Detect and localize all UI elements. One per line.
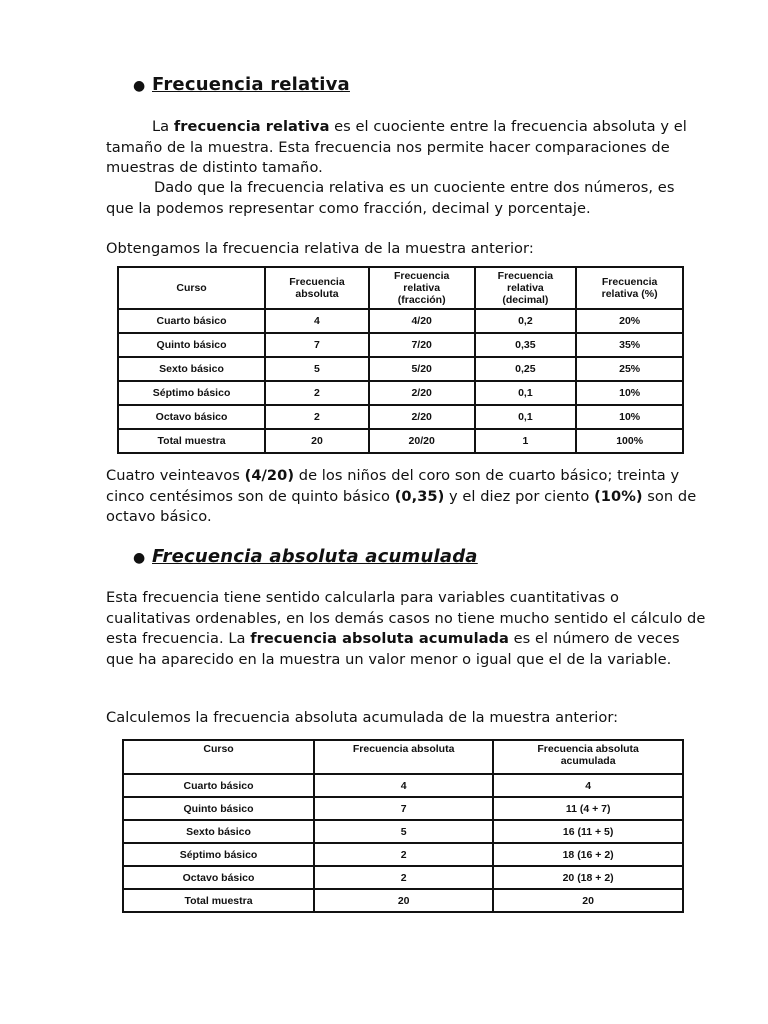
table-cell: 2 bbox=[265, 405, 369, 429]
table-cell: 20 (18 + 2) bbox=[493, 866, 683, 889]
table-cell: 2 bbox=[314, 843, 493, 866]
table-cell: 1 bbox=[475, 429, 577, 453]
paragraph-intro-table1: Obtengamos la frecuencia relativa de la muestra anterior: bbox=[106, 240, 534, 257]
table-row bbox=[118, 381, 683, 405]
header-cell: Frecuencia relativa (fracción) bbox=[369, 267, 475, 309]
table-row bbox=[123, 774, 683, 797]
table-row-total bbox=[118, 429, 683, 453]
relative-frequency-table bbox=[117, 266, 684, 454]
table-cell: 16 (11 + 5) bbox=[493, 820, 683, 843]
table-cell: 0,1 bbox=[475, 381, 577, 405]
table-row bbox=[118, 309, 683, 333]
table-cell: 10% bbox=[576, 405, 683, 429]
table-cell: 4 bbox=[265, 309, 369, 333]
table-cell: 4 bbox=[314, 774, 493, 797]
table-cell: 0,1 bbox=[475, 405, 577, 429]
table-cell: 20% bbox=[576, 309, 683, 333]
table-row bbox=[123, 843, 683, 866]
table-cell: 18 (16 + 2) bbox=[493, 843, 683, 866]
bullet-icon: ● bbox=[133, 78, 146, 94]
paragraph-definition: La frecuencia relativa es el cuociente entre la frecuencia absoluta y el tamaño de la muestra. Esta frecuencia nos permite hacer comparaciones de muestras de distinto tamaño. bbox=[106, 118, 687, 177]
header-cell: Frecuencia relativa (%) bbox=[576, 267, 683, 309]
table-cell: Octavo básico bbox=[123, 866, 314, 889]
table-cell: 20 bbox=[265, 429, 369, 453]
table-row-total bbox=[123, 889, 683, 912]
bullet-icon: ● bbox=[133, 550, 146, 566]
table-cell: 20/20 bbox=[369, 429, 475, 453]
paragraph-cumulative-definition: Esta frecuencia tiene sentido calcularla para variables cuantitativas o cualitativas ordenables, en los demás casos no tiene mucho sentido el cálculo de esta frecuencia. La frecuencia absoluta acumulada es el número de veces que ha aparecido en la muestra un valor menor o igual que el de la variable. bbox=[106, 589, 706, 668]
table-cell: 7/20 bbox=[369, 333, 475, 357]
table-cell: Quinto básico bbox=[123, 797, 314, 820]
paragraph-intro-table2: Calculemos la frecuencia absoluta acumulada de la muestra anterior: bbox=[106, 709, 619, 726]
table-cell: Sexto básico bbox=[123, 820, 314, 843]
cumulative-frequency-table bbox=[122, 739, 684, 913]
table-header-row bbox=[118, 267, 683, 309]
table-header-row bbox=[123, 740, 683, 774]
paragraph-representation: Dado que la frecuencia relativa es un cuociente entre dos números, es que la podemos representar como fracción, decimal y porcentaje. bbox=[106, 179, 675, 217]
heading-frecuencia-relativa: ● Frecuencia relativa bbox=[133, 74, 350, 95]
header-cell: Frecuencia absoluta acumulada bbox=[493, 740, 683, 774]
table-row bbox=[123, 797, 683, 820]
table-cell: Quinto básico bbox=[118, 333, 265, 357]
table-cell: 4 bbox=[493, 774, 683, 797]
table-cell: 5 bbox=[265, 357, 369, 381]
header-cell: Frecuencia absoluta bbox=[314, 740, 493, 774]
table-row bbox=[118, 405, 683, 429]
table-cell: Cuarto básico bbox=[118, 309, 265, 333]
table-cell: 100% bbox=[576, 429, 683, 453]
table-row bbox=[118, 333, 683, 357]
table-cell: Total muestra bbox=[118, 429, 265, 453]
table-cell: 20 bbox=[314, 889, 493, 912]
table-cell: 4/20 bbox=[369, 309, 475, 333]
header-cell: Curso bbox=[123, 740, 314, 774]
header-cell: Frecuencia absoluta bbox=[265, 267, 369, 309]
table-cell: 5 bbox=[314, 820, 493, 843]
table-row bbox=[118, 357, 683, 381]
table-cell: 7 bbox=[265, 333, 369, 357]
table-cell: 5/20 bbox=[369, 357, 475, 381]
header-cell: Frecuencia relativa (decimal) bbox=[475, 267, 577, 309]
table-cell: 0,35 bbox=[475, 333, 577, 357]
table-cell: 10% bbox=[576, 381, 683, 405]
paragraph-summary: Cuatro veinteavos (4/20) de los niños del coro son de cuarto básico; treinta y cinco centésimos son de quinto básico (0,35) y el diez por ciento (10%) son de octavo básico. bbox=[106, 467, 697, 526]
table-cell: Octavo básico bbox=[118, 405, 265, 429]
table-row bbox=[123, 866, 683, 889]
table-cell: Séptimo básico bbox=[123, 843, 314, 866]
header-cell: Curso bbox=[118, 267, 265, 309]
table-cell: 0,2 bbox=[475, 309, 577, 333]
table-cell: 25% bbox=[576, 357, 683, 381]
table-cell: 2 bbox=[314, 866, 493, 889]
table-cell: 2/20 bbox=[369, 381, 475, 405]
heading-frecuencia-absoluta-acumulada: ● Frecuencia absoluta acumulada bbox=[133, 546, 478, 567]
table-cell: 11 (4 + 7) bbox=[493, 797, 683, 820]
table-cell: 20 bbox=[493, 889, 683, 912]
table-cell: 35% bbox=[576, 333, 683, 357]
table-cell: 0,25 bbox=[475, 357, 577, 381]
table-cell: 2/20 bbox=[369, 405, 475, 429]
table-cell: Total muestra bbox=[123, 889, 314, 912]
table-cell: 2 bbox=[265, 381, 369, 405]
table-cell: Sexto básico bbox=[118, 357, 265, 381]
table-cell: 7 bbox=[314, 797, 493, 820]
table-row bbox=[123, 820, 683, 843]
table-cell: Séptimo básico bbox=[118, 381, 265, 405]
table-cell: Cuarto básico bbox=[123, 774, 314, 797]
